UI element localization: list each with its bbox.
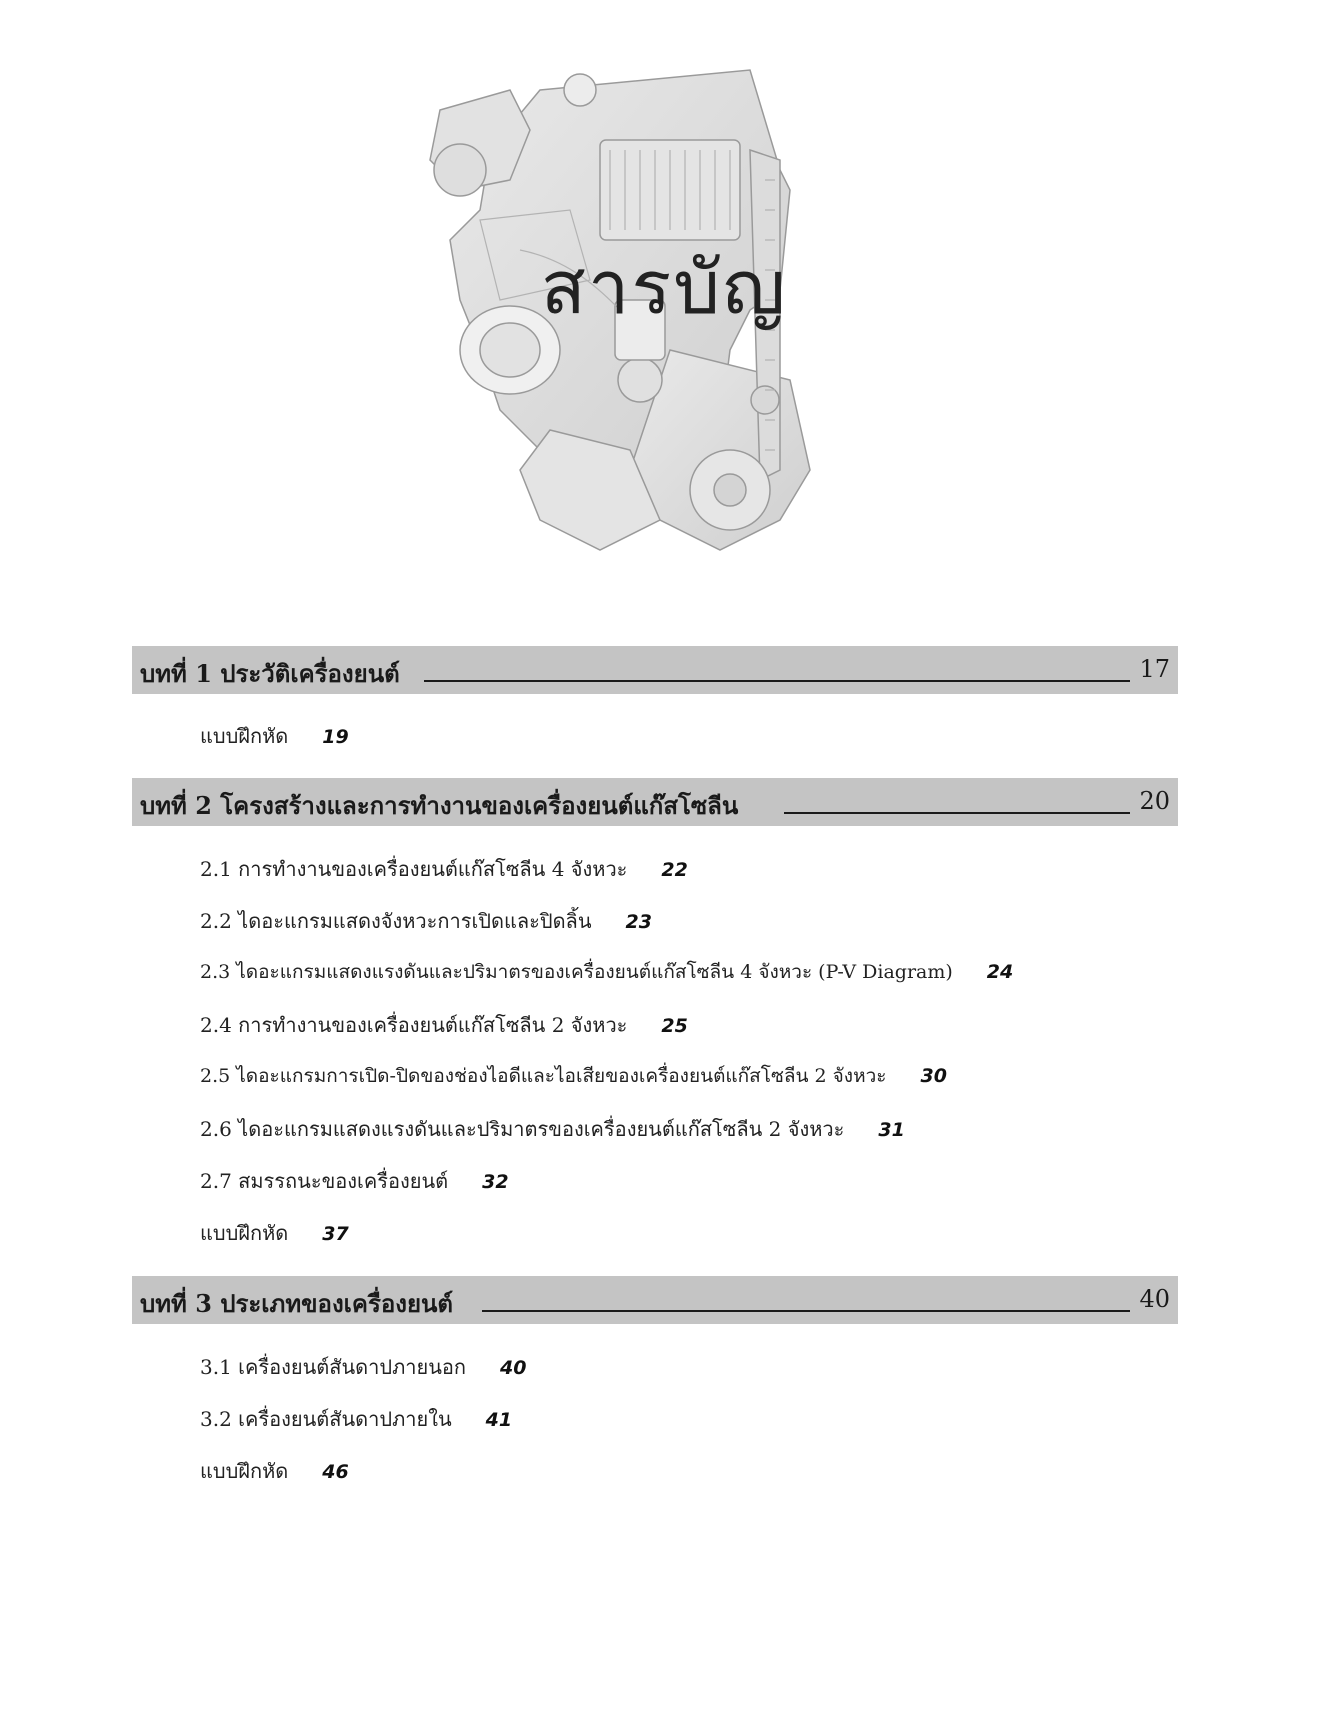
toc-entry: [200, 1217, 349, 1249]
toc-entry-page: 41: [485, 1409, 513, 1431]
toc-entry-page: 25: [661, 1015, 688, 1037]
chapter-1-title: บทที่ 1 ประวัติเครื่องยนต์: [140, 659, 400, 688]
toc-entry-label: 2.1 การทำงานของเครื่องยนต์แก๊สโซลีน 4 จังหวะ: [200, 857, 628, 881]
toc-entry: [200, 1061, 947, 1091]
chapter-2-page: 20: [1139, 787, 1170, 815]
toc-entry-label: 2.4 การทำงานของเครื่องยนต์แก๊สโซลีน 2 จังหวะ: [200, 1013, 628, 1037]
toc-entry-page: 19: [322, 726, 349, 748]
toc-entry-label: แบบฝึกหัด: [200, 1221, 289, 1245]
toc-entry-page: 46: [322, 1461, 349, 1483]
toc-entry-page: 22: [661, 859, 688, 881]
toc-entry-page: 23: [625, 911, 652, 933]
toc-entry: [200, 1455, 349, 1487]
toc-entry: [200, 1165, 509, 1197]
toc-entry-page: 32: [482, 1171, 509, 1193]
chapter-2-leader-line: [784, 812, 1130, 814]
toc-entry: [200, 905, 652, 937]
toc-entry-page: 24: [986, 961, 1014, 983]
chapter-1-heading: [132, 646, 1178, 694]
toc-entry-label: แบบฝึกหัด: [200, 724, 289, 748]
toc-entry: [200, 720, 349, 752]
toc-entry: [200, 957, 1013, 987]
chapter-1-page: 17: [1139, 655, 1170, 683]
toc-entry: [200, 1351, 526, 1383]
toc-entry: [200, 853, 688, 885]
page-title: สารบัญ: [540, 245, 788, 331]
toc-entry: [200, 1113, 905, 1145]
toc-entry-label: 2.2 ไดอะแกรมแสดงจังหวะการเปิดและปิดลิ้น: [200, 909, 592, 933]
chapter-2-heading: [132, 778, 1178, 826]
chapter-3-heading: [132, 1276, 1178, 1324]
toc-entry-label: 3.1 เครื่องยนต์สันดาปภายนอก: [200, 1355, 466, 1379]
chapter-3-page: 40: [1139, 1285, 1170, 1313]
chapter-2-title: บทที่ 2 โครงสร้างและการทำงานของเครื่องยนต์แก๊สโซลีน: [140, 791, 739, 820]
toc-entry-label: 2.7 สมรรถนะของเครื่องยนต์: [200, 1169, 449, 1193]
chapter-3-title: บทที่ 3 ประเภทของเครื่องยนต์: [140, 1289, 454, 1318]
toc-entry-label: 2.5 ไดอะแกรมการเปิด-ปิดของช่องไอดีและไอเสียของเครื่องยนต์แก๊สโซลีน 2 จังหวะ: [200, 1065, 887, 1087]
toc-entry-label: 3.2 เครื่องยนต์สันดาปภายใน: [200, 1407, 452, 1431]
toc-entry: [200, 1403, 512, 1435]
toc-entry-page: 40: [500, 1357, 527, 1379]
toc-entry-label: 2.6 ไดอะแกรมแสดงแรงดันและปริมาตรของเครื่องยนต์แก๊สโซลีน 2 จังหวะ: [200, 1117, 845, 1141]
toc-entry-page: 37: [322, 1223, 349, 1245]
toc-entry-label: แบบฝึกหัด: [200, 1459, 289, 1483]
toc-entry: [200, 1009, 688, 1041]
chapter-1-leader-line: [424, 680, 1130, 682]
toc-entry-label: 2.3 ไดอะแกรมแสดงแรงดันและปริมาตรของเครื่องยนต์แก๊สโซลีน 4 จังหวะ (P-V Diagram): [200, 961, 953, 983]
chapter-3-leader-line: [482, 1310, 1130, 1312]
toc-entry-page: 31: [878, 1119, 905, 1141]
toc-entry-page: 30: [920, 1065, 947, 1087]
